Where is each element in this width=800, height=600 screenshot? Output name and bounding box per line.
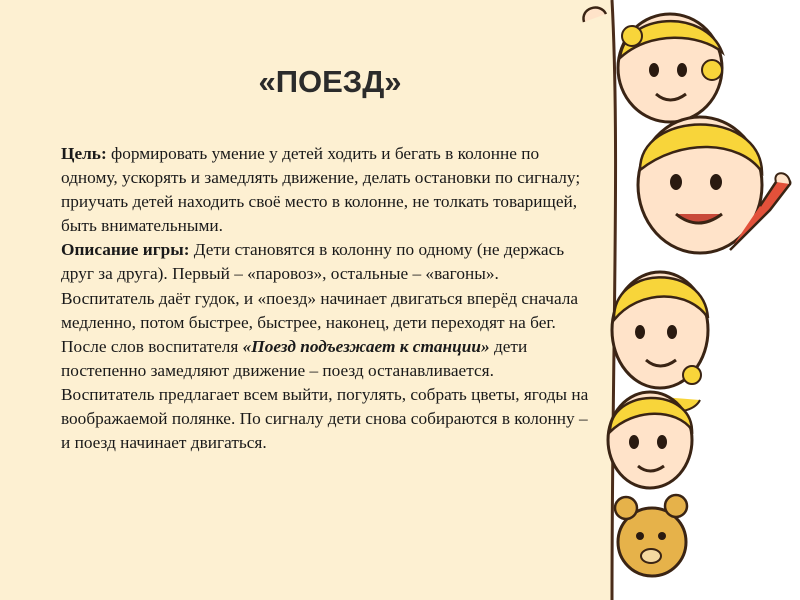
goal-text: формировать умение у детей ходить и бегать в колонне по одному, ускорять и замедлять движение, делать остановки по сигналу; приучать детей находить своё место в колонне, не толкать товарищей, быть внимательными. <box>61 144 581 236</box>
slide-body <box>61 142 591 455</box>
teddy-bear <box>615 495 687 576</box>
description-text-part1: Дети становятся в колонну по одному (не держась друг за друга). Первый – «паровоз», остальные – «вагоны». Воспитатель даёт гудок, и «поезд» начинает двигаться вперёд сначала медленно, потом быстрее, быстрее, наконец, дети переходят на бег. После слов воспитателя <box>61 240 579 356</box>
game-description-paragraph <box>61 142 591 455</box>
description-text-part2: дети постепенно замедляют движение – поезд останавливается. Воспитатель предлагает всем выйти, погулять, собрать цветы, ягоды на воображаемой полянке. По сигналу дети снова собираются в колонну – и поезд начинает двигаться. <box>61 336 589 453</box>
goal-label: Цель: <box>61 144 107 163</box>
children-illustration <box>540 0 800 600</box>
child-face-1 <box>583 8 722 122</box>
child-face-4 <box>608 392 692 488</box>
description-emphasis: «Поезд подъезжает к станции» <box>242 336 490 356</box>
slide-title: «ПОЕЗД» <box>258 64 402 99</box>
description-label: Описание игры: <box>61 240 190 260</box>
